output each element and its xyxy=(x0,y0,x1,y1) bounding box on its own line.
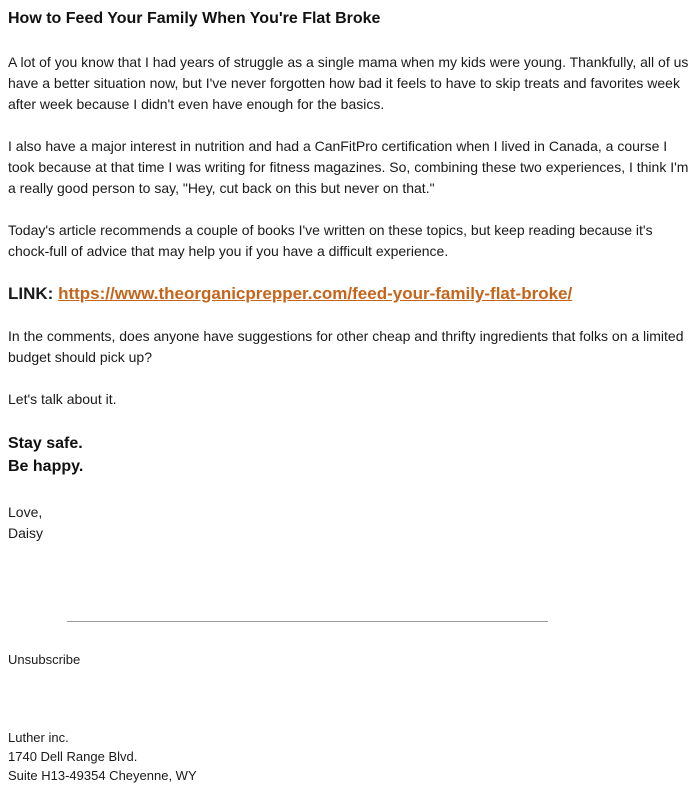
signature: Daisy xyxy=(8,525,44,541)
link-label: LINK: xyxy=(8,284,54,303)
closing: Love, xyxy=(8,504,43,520)
talk-paragraph: Let's talk about it. xyxy=(8,391,117,407)
article-link[interactable]: https://www.theorganicprepper.com/feed-your-family-flat-broke/ xyxy=(58,284,573,303)
footer-divider xyxy=(67,621,548,622)
article-paragraph: Today's article recommends a couple of books I've written on these topics, but keep reading because it's chock-full of advice that may help you if you have a difficult experience. xyxy=(8,222,653,259)
closing-signature xyxy=(8,502,43,544)
article-link-line xyxy=(8,283,572,305)
signoff-be-happy: Be happy. xyxy=(8,458,84,475)
footer-address xyxy=(8,728,197,785)
address-line-1: 1740 Dell Range Blvd. xyxy=(8,749,138,764)
address-line-2: Suite H13-49354 Cheyenne, WY xyxy=(8,768,197,783)
signoff xyxy=(8,432,83,478)
intro-paragraph: A lot of you know that I had years of struggle as a single mama when my kids were young. Thankfully, all of us have a better situation now, but I've never forgotten how bad it feels to have to skip treats and favorites week after week because I didn't even have enough for the basics. xyxy=(8,54,689,112)
unsubscribe-link[interactable]: Unsubscribe xyxy=(8,652,81,667)
email-title: How to Feed Your Family When You're Flat Broke xyxy=(8,10,381,27)
question-paragraph: In the comments, does anyone have suggestions for other cheap and thrifty ingredients that folks on a limited budget should pick up? xyxy=(8,328,684,365)
company-name: Luther inc. xyxy=(8,730,69,745)
nutrition-paragraph: I also have a major interest in nutrition and had a CanFitPro certification when I lived in Canada, a course I took because at that time I was writing for fitness magazines. So, combining these two experiences, I think I'm a really good person to say, "Hey, cut back on this but never on that." xyxy=(8,138,689,196)
signoff-stay-safe: Stay safe. xyxy=(8,435,83,452)
